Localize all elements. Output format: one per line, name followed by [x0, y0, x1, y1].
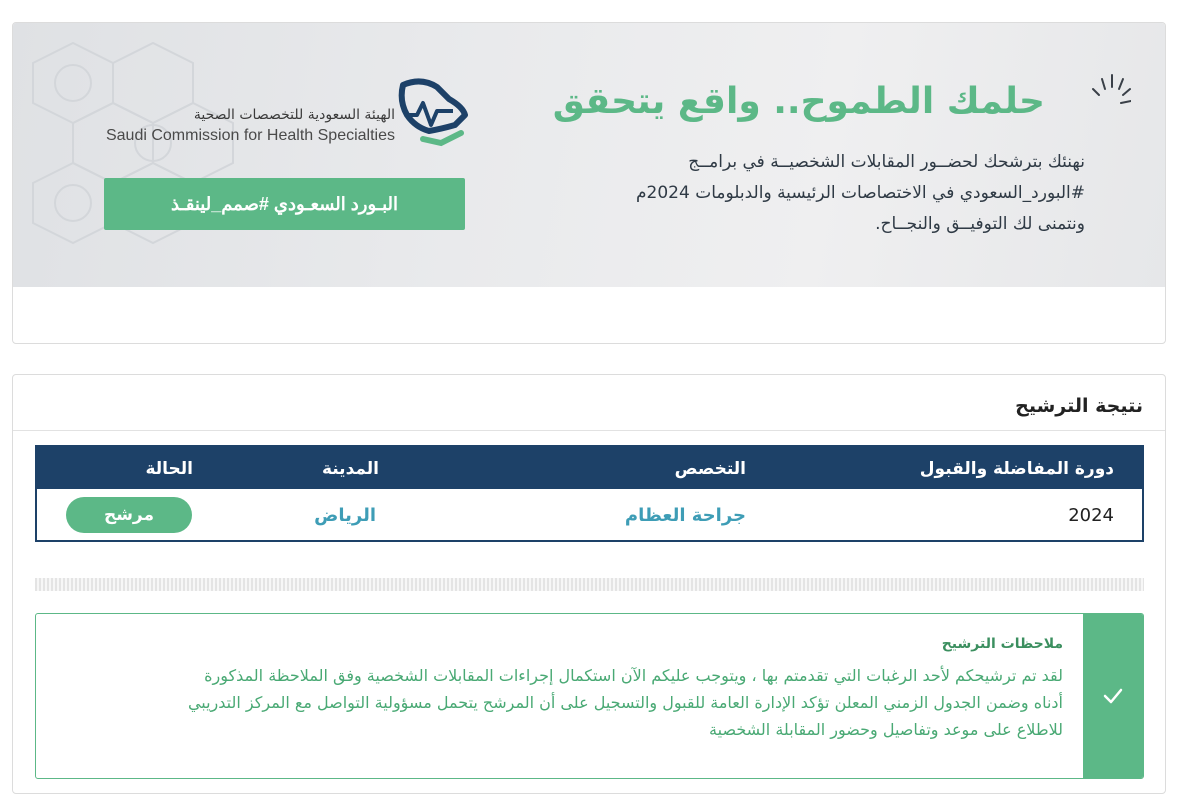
banner: [13, 23, 1165, 287]
result-card: [12, 374, 1166, 794]
table-header: [37, 447, 1142, 489]
logo-name-english: Saudi Commission for Health Specialties: [105, 127, 395, 144]
header-cycle: دورة المفاضلة والقبول: [919, 459, 1114, 479]
status-badge: مرشح: [66, 497, 192, 533]
logo-name-arabic: الهيئة السعودية للتخصصات الصحية: [193, 107, 395, 123]
header-city: المدينة: [321, 459, 379, 479]
result-table: [35, 445, 1144, 542]
message-line: نهنئك بترشحك لحضــور المقابلات الشخصيــة في برامــج: [688, 152, 1085, 172]
city-link[interactable]: الرياض: [314, 505, 376, 526]
specialty-link[interactable]: جراحة العظام: [624, 505, 746, 526]
saudi-board-button[interactable]: البـورد السعـودي #صمم_لينقـذ: [104, 178, 465, 230]
header-specialty: التخصص: [674, 459, 746, 479]
notes-box: [35, 613, 1144, 779]
banner-card: [12, 22, 1166, 344]
check-icon: [1102, 685, 1124, 707]
banner-headline: حلمك الطموح.. واقع يتحقق: [552, 81, 1045, 122]
commission-logo-icon: [393, 77, 471, 147]
notes-line: أدناه وضمن الجدول الزمني المعلن تؤكد الإدارة العامة للقبول والتسجيل على أن المرشح يتحمل مسؤولية التواصل مع المركز التدريبي: [187, 693, 1063, 712]
cycle-year: 2024: [1068, 505, 1114, 526]
banner-message: [565, 147, 1085, 240]
notes-line: للاطلاع على موعد وتفاصيل وحضور المقابلة الشخصية: [709, 720, 1063, 739]
progress-stripe: [35, 578, 1144, 591]
notes-title: ملاحظات الترشيح: [941, 636, 1063, 652]
card-title: نتيجة الترشيح: [1015, 395, 1143, 417]
geometric-pattern-icon: [13, 23, 273, 287]
divider: [13, 430, 1165, 431]
notes-line: لقد تم ترشيحكم لأحد الرغبات التي تقدمتم بها ، ويتوجب عليكم الآن استكمال إجراءات المقابلات الشخصية وفق الملاحظة المذكورة: [204, 666, 1063, 685]
message-line: ونتمنى لك التوفيــق والنجــاح.: [875, 214, 1085, 234]
notes-check-panel: [1083, 614, 1143, 778]
notes-body: [83, 662, 1063, 743]
message-line: #البورد_السعودي في الاختصاصات الرئيسية والدبلومات 2024م: [636, 183, 1085, 203]
sparkle-icon: [1091, 67, 1131, 111]
header-status: الحالة: [145, 459, 193, 479]
